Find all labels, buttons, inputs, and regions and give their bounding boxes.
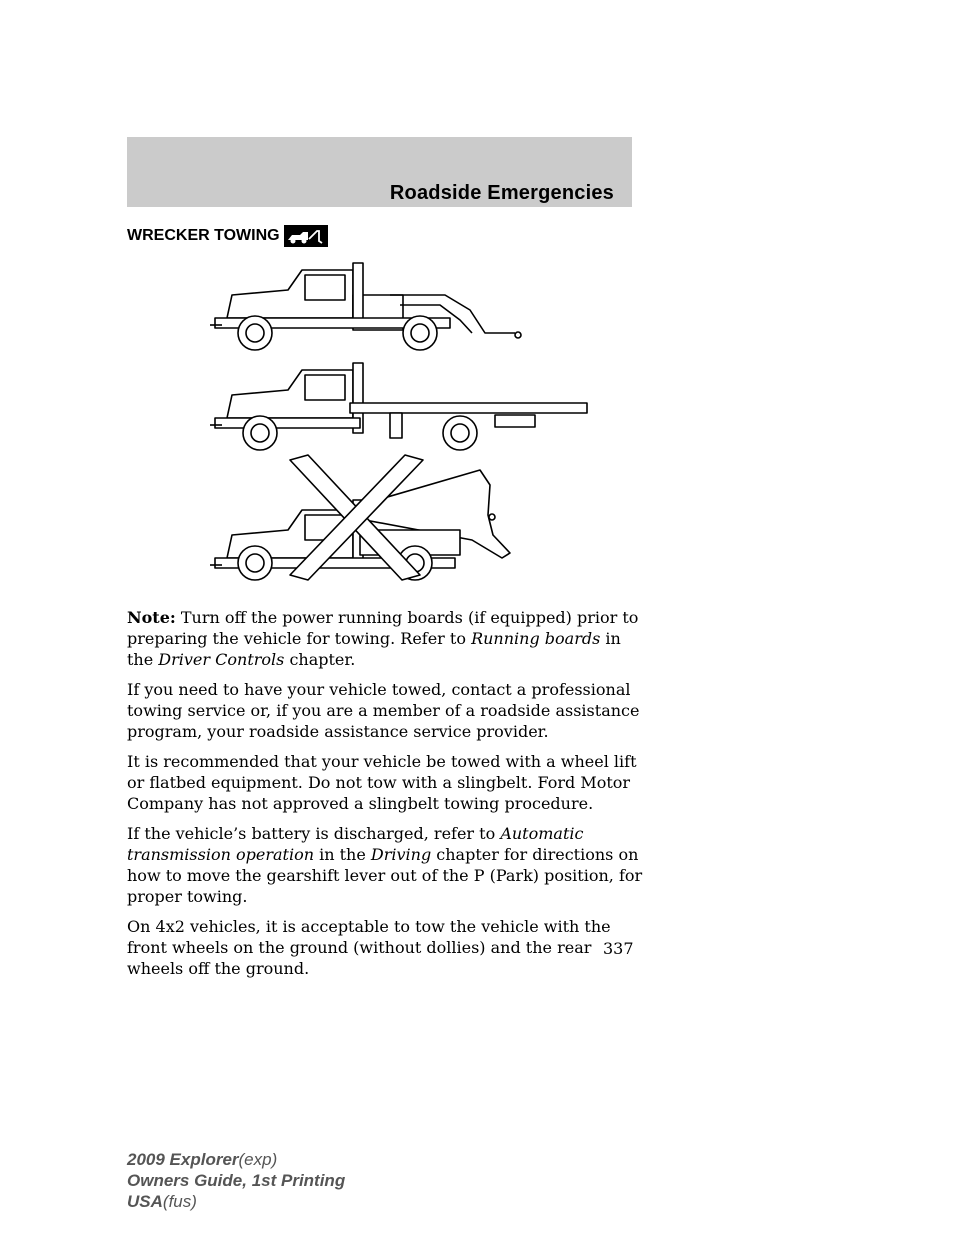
- paragraph-4x2: On 4x2 vehicles, it is acceptable to tow the vehicle with the front wheels on the ground (without dollies) and the rear wheels off the ground.: [127, 917, 611, 978]
- battery-text-c: chapter for directions on how to move the gearshift lever out of the P (Park) position, for proper towing.: [127, 845, 643, 906]
- running-boards-ref: Running boards: [471, 629, 601, 648]
- note-text-b: in the: [127, 629, 621, 669]
- wheel-lift-truck-illustration: [210, 263, 521, 350]
- section-heading: [127, 225, 328, 247]
- paragraph-towing-service: If you need to have your vehicle towed, contact a professional towing service or, if you are a member of a roadside assistance program, your roadside assistance service provider.: [127, 680, 640, 741]
- automatic-transmission-ref: Automatic transmission operation: [127, 824, 584, 864]
- header-band: [127, 137, 632, 207]
- battery-text-b: in the: [314, 845, 371, 864]
- footer: [127, 1149, 345, 1212]
- footer-market-code: (fus): [162, 1192, 197, 1211]
- note-text-c: chapter.: [284, 650, 356, 669]
- towing-methods-illustration: [210, 255, 595, 590]
- footer-guide: Owners Guide, 1st Printing: [127, 1171, 346, 1190]
- driving-ref: Driving: [370, 845, 432, 864]
- body-text: [127, 607, 647, 988]
- note-text-a: Turn off the power running boards (if equipped) prior to preparing the vehicle for towing. Refer to: [127, 608, 639, 648]
- footer-model-code: (exp): [238, 1150, 278, 1169]
- footer-model: 2009 Explorer: [127, 1150, 239, 1169]
- paragraph-wheel-lift: It is recommended that your vehicle be towed with a wheel lift or flatbed equipment. Do not tow with a slingbelt. Ford Motor Company has not approved a slingbelt towing procedure.: [127, 752, 637, 813]
- battery-text-a: If the vehicle’s battery is discharged, refer to: [127, 824, 501, 843]
- tow-truck-icon: [284, 225, 328, 247]
- section-heading-text: WRECKER TOWING: [127, 227, 280, 244]
- footer-market: USA: [127, 1192, 163, 1211]
- driver-controls-ref: Driver Controls: [158, 650, 285, 669]
- paragraph-battery: [127, 823, 647, 907]
- note-label: Note:: [127, 608, 176, 627]
- note-paragraph: [127, 607, 647, 670]
- flatbed-truck-illustration: [210, 363, 587, 450]
- chapter-title: Roadside Emergencies: [389, 182, 614, 204]
- page-number: 337: [603, 939, 634, 958]
